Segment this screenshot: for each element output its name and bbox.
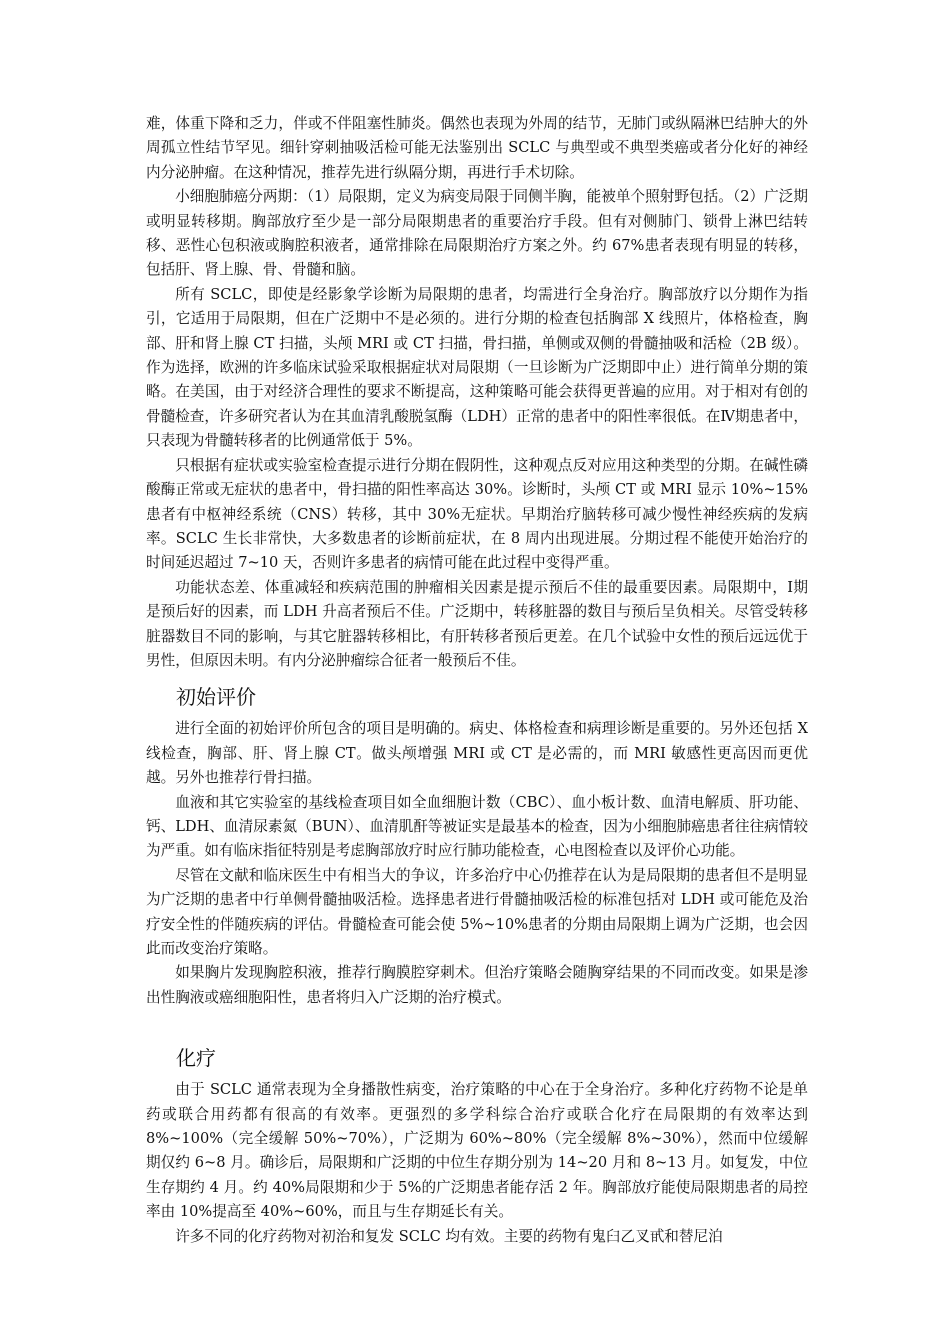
initial-eval-paragraph-1: 进行全面的初始评价所包含的项目是明确的。病史、体格检查和病理诊断是重要的。另外还包括 X 线检查，胸部、肝、肾上腺 CT。做头颅增强 MRI 或 CT 是必需的，而 MRI 敏感性更高因而更优越。另外也推荐行骨扫描。 bbox=[146, 720, 808, 787]
intro-paragraph-workup: 所有 SCLC，即使是经影象学诊断为局限期的患者，均需进行全身治疗。胸部放疗以分期作为指引，它适用于局限期，但在广泛期中不是必须的。进行分期的检查包括胸部 X 线照片，体格检查，胸部、肝和肾上腺 CT 扫描，头颅 MRI 或 CT 扫描，骨扫描，单侧或双侧的骨髓抽吸和活检（2B 级）。作为选择，欧洲的许多临床试验采取根据症状对局限期（一旦诊断为广泛期即中止）进行简单分期的策略。在美国，由于对经济合理性的要求不断提高，这种策略可能会获得更普遍的应用。对于相对有创的骨髓检查，许多研究者认为在其血清乳酸脱氢酶（LDH）正常的患者中的阳性率很低。在Ⅳ期患者中，只表现为骨髓转移者的比例通常低于 5%。 bbox=[146, 285, 808, 450]
intro-paragraph-1: 难，体重下降和乏力，伴或不伴阻塞性肺炎。偶然也表现为外周的结节，无肺门或纵隔淋巴结肿大的外周孤立性结节罕见。细针穿刺抽吸活检可能无法鉴别出 SCLC 与典型或不典型类癌或者分化好的神经内分泌肿瘤。在这种情况，推荐先进行纵隔分期，再进行手术切除。 bbox=[146, 115, 808, 181]
intro-paragraph-prognosis: 功能状态差、体重减轻和疾病范围的肿瘤相关因素是提示预后不佳的最重要因素。局限期中，Ⅰ期是预后好的因素，而 LDH 升高者预后不佳。广泛期中，转移脏器的数目与预后呈负相关。尽管受转移脏器数目不同的影响，与其它脏器转移相比，有肝转移者预后更差。在几个试验中女性的预后远远优于男性，但原因未明。有内分泌肿瘤综合征者一般预后不佳。 bbox=[146, 578, 808, 669]
chemo-paragraph-1: 由于 SCLC 通常表现为全身播散性病变，治疗策略的中心在于全身治疗。多种化疗药物不论是单药或联合用药都有很高的有效率。更强烈的多学科综合治疗或联合化疗在局限期的有效率达到 8%~100%（完全缓解 50%~70%），广泛期为 60%~80%（完全缓解 8%~30%），然而中位缓解期仅约 6~8 月。确诊后，局限期和广泛期的中位生存期分别为 14~20 月和 8~13 月。如复发，中位生存期约 4 月。约 40%局限期和少于 5%的广泛期患者能存活 2 年。胸部放疗能使局限期患者的局控率由 10%提高至 40%~60%，而且与生存期延长有关。 bbox=[146, 1081, 808, 1221]
initial-eval-paragraph-bone-marrow: 尽管在文献和临床医生中有相当大的争议，许多治疗中心仍推荐在认为是局限期的患者但不是明显为广泛期的患者中行单侧骨髓抽吸活检。选择患者进行骨髓抽吸活检的标准包括对 LDH 或可能危及治疗安全性的伴随疾病的评估。骨髓检查可能会使 5%~10%患者的分期由局限期上调为广泛期，也会因此而改变治疗策略。 bbox=[146, 866, 808, 957]
initial-eval-paragraph-effusion: 如果胸片发现胸腔积液，推荐行胸膜腔穿刺术。但治疗策略会随胸穿结果的不同而改变。如果是渗出性胸液或癌细胞阳性，患者将归入广泛期的治疗模式。 bbox=[146, 964, 808, 1006]
document-page bbox=[146, 112, 808, 1249]
intro-paragraph-symptom-staging: 只根据有症状或实验室检查提示进行分期在假阴性，这种观点反对应用这种类型的分期。在碱性磷酸酶正常或无症状的患者中，骨扫描的阳性率高达 30%。诊断时，头颅 CT 或 MRI 显示 10%~15%患者有中枢神经系统（CNS）转移，其中 30%无症状。早期治疗脑转移可减少慢性神经疾病的发病率。SCLC 生长非常快，大多数患者的诊断前症状，在 8 周内出现进展。分期过程不能使开始治疗的时间延迟超过 7~10 天，否则许多患者的病情可能在此过程中变得严重。 bbox=[146, 456, 808, 572]
section-heading-initial-evaluation: 初始评价 bbox=[176, 685, 256, 710]
section-heading-chemotherapy: 化疗 bbox=[176, 1046, 216, 1071]
intro-paragraph-staging: 小细胞肺癌分两期：（1）局限期，定义为病变局限于同侧半胸，能被单个照射野包括。（2）广泛期或明显转移期。胸部放疗至少是一部分局限期患者的重要治疗手段。但有对侧肺门、锁骨上淋巴结转移、恶性心包积液或胸腔积液者，通常排除在局限期治疗方案之外。约 67%患者表现有明显的转移，包括肝、肾上腺、骨、骨髓和脑。 bbox=[146, 188, 808, 279]
chemo-paragraph-2: 许多不同的化疗药物对初治和复发 SCLC 均有效。主要的药物有鬼臼乙叉甙和替尼泊 bbox=[175, 1227, 723, 1245]
initial-eval-paragraph-labs: 血液和其它实验室的基线检查项目如全血细胞计数（CBC）、血小板计数、血清电解质、肝功能、钙、LDH、血清尿素氮（BUN）、血清肌酐等被证实是最基本的检查，因为小细胞肺癌患者往往病情较为严重。如有临床指征特别是考虑胸部放疗时应行肺功能检查，心电图检查以及评价心功能。 bbox=[146, 793, 808, 860]
